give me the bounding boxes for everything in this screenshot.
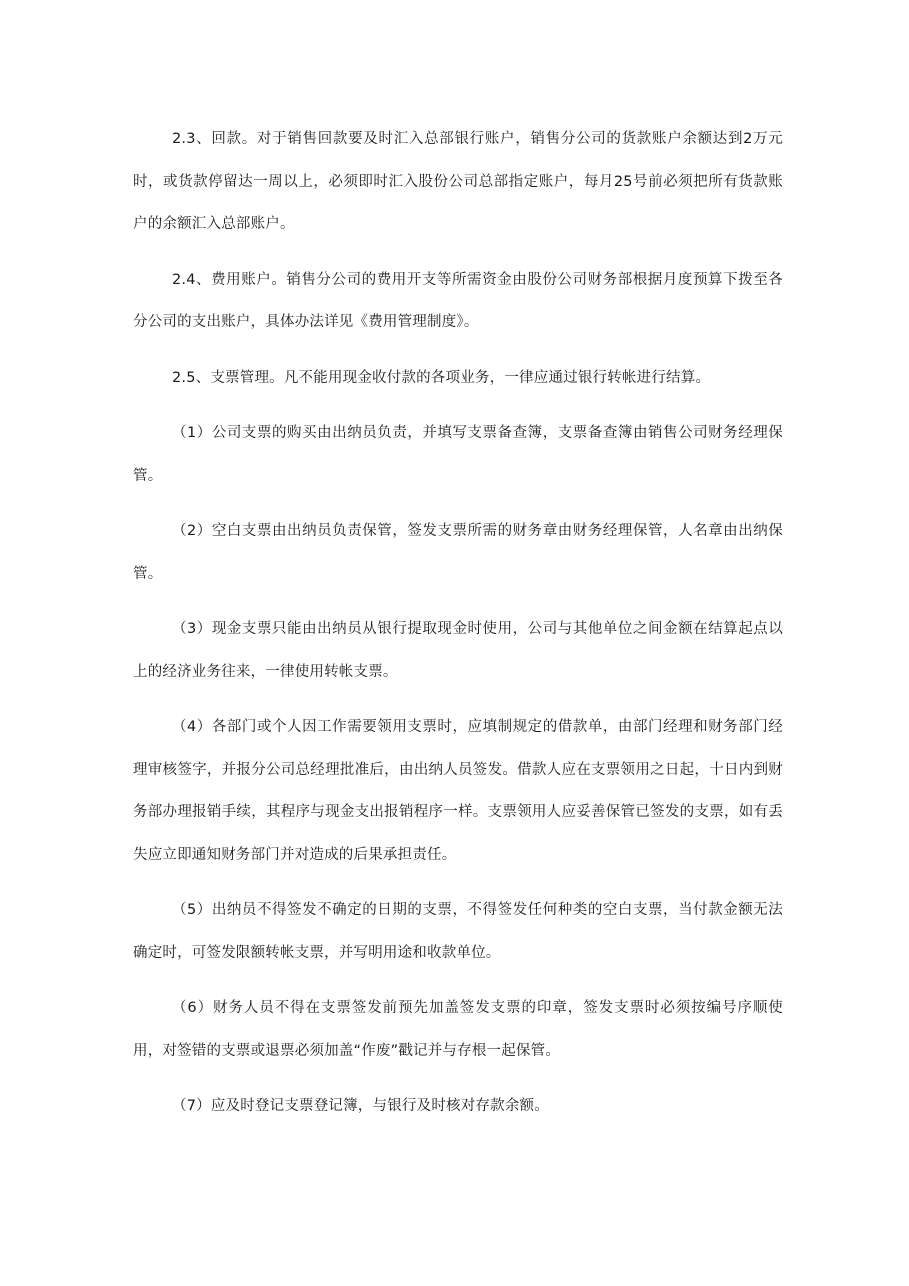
paragraph-item-2: （2）空白支票由出纳员负责保管，签发支票所需的财务章由财务经理保管，人名章由出纳保管。 [133, 523, 783, 582]
paragraph-2-4-expense-account: 2.4、费用账户。销售分公司的费用开支等所需资金由股份公司财务部根据月度预算下拨至各分公司的支出账户，具体办法详见《费用管理制度》。 [133, 271, 783, 330]
paragraph-item-6: （6）财务人员不得在支票签发前预先加盖签发支票的印章，签发支票时必须按编号序顺使用，对签错的支票或退票必须加盖“作废”戳记并与存根一起保管。 [133, 1000, 783, 1059]
paragraph-item-3: （3）现金支票只能由出纳员从银行提取现金时使用，公司与其他单位之间金额在结算起点以上的经济业务往来，一律使用转帐支票。 [133, 621, 783, 680]
paragraph-item-4: （4）各部门或个人因工作需要领用支票时，应填制规定的借款单，由部门经理和财务部门经理审核签字，并报分公司总经理批准后，由出纳人员签发。借款人应在支票领用之日起，十日内到财务部办理报销手续，其程序与现金支出报销程序一样。支票领用人应妥善保管已签发的支票，如有丢失应立即通知财务部门并对造成的后果承担责任。 [133, 719, 783, 863]
paragraph-2-5-check-management: 2.5、支票管理。凡不能用现金收付款的各项业务，一律应通过银行转帐进行结算。 [172, 369, 711, 386]
paragraph-item-1: （1）公司支票的购买由出纳员负责，并填写支票备查簿，支票备查簿由销售公司财务经理保管。 [133, 425, 783, 484]
document-body [133, 118, 783, 1128]
paragraph-item-5: （5）出纳员不得签发不确定的日期的支票，不得签发任何种类的空白支票，当付款金额无法确定时，可签发限额转帐支票，并写明用途和收款单位。 [133, 902, 783, 961]
paragraph-2-3-collections: 2.3、回款。对于销售回款要及时汇入总部银行账户，销售分公司的货款账户余额达到2万元时，或货款停留达一周以上，必须即时汇入股份公司总部指定账户，每月25号前必须把所有货款账户的余额汇入总部账户。 [133, 131, 783, 232]
paragraph-item-7: （7）应及时登记支票登记簿，与银行及时核对存款余额。 [172, 1098, 549, 1114]
